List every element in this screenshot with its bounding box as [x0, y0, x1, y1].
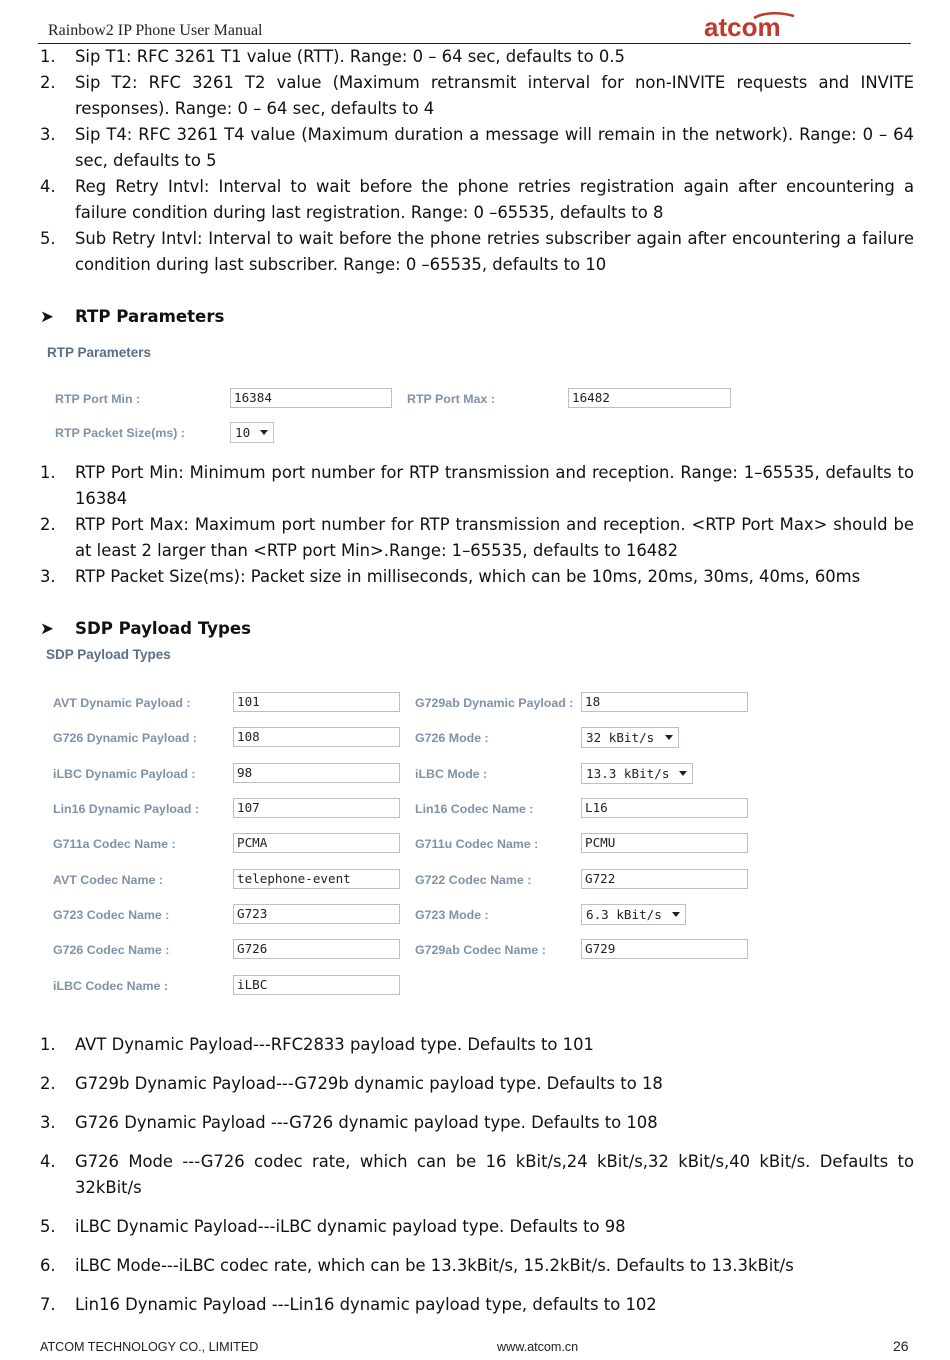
rtp-parameters-panel: [44, 340, 744, 450]
avt-dynamic-payload-label: AVT Dynamic Payload :: [53, 696, 191, 710]
g729ab-codec-name-label: G729ab Codec Name :: [415, 943, 546, 957]
rtp-port-min-label: RTP Port Min :: [55, 392, 141, 406]
arrow-bullet-icon: ➤: [40, 619, 54, 638]
rtp-section-heading: ➤ RTP Parameters: [40, 305, 224, 329]
lin16-codec-name-input[interactable]: L16: [581, 798, 748, 818]
g722-codec-name-input[interactable]: G722: [581, 869, 748, 889]
rtp-port-max-label: RTP Port Max :: [407, 392, 495, 406]
rtp-port-min-input[interactable]: 16384: [230, 388, 392, 408]
page-number: 26: [893, 1338, 909, 1354]
chevron-down-icon: [679, 771, 687, 776]
rtp-packet-size-select[interactable]: 10: [230, 422, 274, 443]
ilbc-dynamic-payload-input[interactable]: 98: [233, 763, 400, 783]
chevron-down-icon: [665, 735, 673, 740]
lin16-dynamic-payload-input[interactable]: 107: [233, 798, 400, 818]
atcom-logo: [702, 10, 812, 40]
ilbc-mode-label: iLBC Mode :: [415, 767, 488, 781]
g723-mode-select[interactable]: 6.3 kBit/s: [581, 904, 686, 925]
ilbc-codec-name-label: iLBC Codec Name :: [53, 979, 168, 993]
arrow-bullet-icon: ➤: [40, 307, 54, 326]
list-item: 6. iLBC Mode---iLBC codec rate, which can be 13.3kBit/s, 15.2kBit/s. Defaults to 13.3kBit/s: [40, 1256, 794, 1275]
list-item: 5. Sub Retry Intvl: Interval to wait before the phone retries subscriber again after encountering a failure condition during last subscriber. Range: 0 –65535, defaults to 10: [40, 229, 914, 274]
g726-mode-label: G726 Mode :: [415, 731, 489, 745]
list-item: 1. AVT Dynamic Payload---RFC2833 payload type. Defaults to 101: [40, 1035, 594, 1054]
g729ab-dynamic-payload-input[interactable]: 18: [581, 692, 748, 712]
list-item: 4. G726 Mode ---G726 codec rate, which can be 16 kBit/s,24 kBit/s,32 kBit/s,40 kBit/s. Defaults to 32kBit/s: [40, 1152, 914, 1197]
list-item: 5. iLBC Dynamic Payload---iLBC dynamic payload type. Defaults to 98: [40, 1217, 626, 1236]
g726-codec-name-input[interactable]: G726: [233, 939, 400, 959]
list-item: 3. G726 Dynamic Payload ---G726 dynamic payload type. Defaults to 108: [40, 1113, 658, 1132]
g711a-codec-name-label: G711a Codec Name :: [53, 837, 176, 851]
chevron-down-icon: [260, 430, 268, 435]
g726-dynamic-payload-input[interactable]: 108: [233, 727, 400, 747]
sdp-description-list: [40, 1032, 914, 1318]
avt-codec-name-label: AVT Codec Name :: [53, 873, 163, 887]
list-item: 1. RTP Port Min: Minimum port number for RTP transmission and reception. Range: 1–65535, defaults to 16384: [40, 463, 914, 508]
footer-website: www.atcom.cn: [497, 1340, 579, 1354]
g729ab-dynamic-payload-label: G729ab Dynamic Payload :: [415, 696, 574, 710]
g729ab-codec-name-input[interactable]: G729: [581, 939, 748, 959]
sip-timer-list: [40, 44, 914, 278]
list-item: 2. Sip T2: RFC 3261 T2 value (Maximum retransmit interval for non-INVITE requests and INVITE responses). Range: 0 – 64 sec, defaults to 4: [40, 73, 914, 118]
g711a-codec-name-input[interactable]: PCMA: [233, 833, 400, 853]
list-item: 2. RTP Port Max: Maximum port number for RTP transmission and reception. <RTP Port Max> should be at least 2 larger than <RTP port Min>.Range: 1–65535, defaults to 16482: [40, 515, 914, 560]
rtp-port-max-input[interactable]: 16482: [568, 388, 731, 408]
ilbc-codec-name-input[interactable]: iLBC: [233, 975, 400, 995]
g711u-codec-name-input[interactable]: PCMU: [581, 833, 748, 853]
ilbc-mode-select[interactable]: 13.3 kBit/s: [581, 763, 693, 784]
rtp-description-list: [40, 460, 914, 590]
chevron-down-icon: [672, 912, 680, 917]
panel-title: SDP Payload Types: [46, 647, 171, 662]
footer-company: ATCOM TECHNOLOGY CO., LIMITED: [40, 1340, 259, 1354]
svg-text:atcom: atcom: [704, 12, 781, 40]
g723-codec-name-input[interactable]: G723: [233, 904, 400, 924]
list-item: 2. G729b Dynamic Payload---G729b dynamic payload type. Defaults to 18: [40, 1074, 663, 1093]
manual-title: Rainbow2 IP Phone User Manual: [48, 22, 263, 39]
list-item: 4. Reg Retry Intvl: Interval to wait before the phone retries registration again after encountering a failure condition during last registration. Range: 0 –65535, defaults to 8: [40, 177, 914, 222]
avt-dynamic-payload-input[interactable]: 101: [233, 692, 400, 712]
sdp-payload-types-panel: [43, 644, 763, 1004]
ilbc-dynamic-payload-label: iLBC Dynamic Payload :: [53, 767, 196, 781]
lin16-dynamic-payload-label: Lin16 Dynamic Payload :: [53, 802, 199, 816]
sdp-section-heading: ➤ SDP Payload Types: [40, 617, 251, 641]
rtp-packet-size-label: RTP Packet Size(ms) :: [55, 426, 185, 440]
g722-codec-name-label: G722 Codec Name :: [415, 873, 532, 887]
list-item: 3. Sip T4: RFC 3261 T4 value (Maximum duration a message will remain in the network). Range: 0 – 64 sec, defaults to 5: [40, 125, 914, 170]
list-item: 1. Sip T1: RFC 3261 T1 value (RTT). Range: 0 – 64 sec, defaults to 0.5: [40, 47, 625, 66]
lin16-codec-name-label: Lin16 Codec Name :: [415, 802, 534, 816]
g723-mode-label: G723 Mode :: [415, 908, 489, 922]
g726-codec-name-label: G726 Codec Name :: [53, 943, 170, 957]
list-item: 7. Lin16 Dynamic Payload ---Lin16 dynamic payload type, defaults to 102: [40, 1295, 657, 1314]
avt-codec-name-input[interactable]: telephone-event: [233, 869, 400, 889]
g723-codec-name-label: G723 Codec Name :: [53, 908, 170, 922]
panel-title: RTP Parameters: [47, 345, 152, 360]
g726-dynamic-payload-label: G726 Dynamic Payload :: [53, 731, 197, 745]
g726-mode-select[interactable]: 32 kBit/s: [581, 727, 679, 748]
list-item: 3. RTP Packet Size(ms): Packet size in milliseconds, which can be 10ms, 20ms, 30ms, 40ms, 60ms: [40, 567, 861, 586]
g711u-codec-name-label: G711u Codec Name :: [415, 837, 539, 851]
